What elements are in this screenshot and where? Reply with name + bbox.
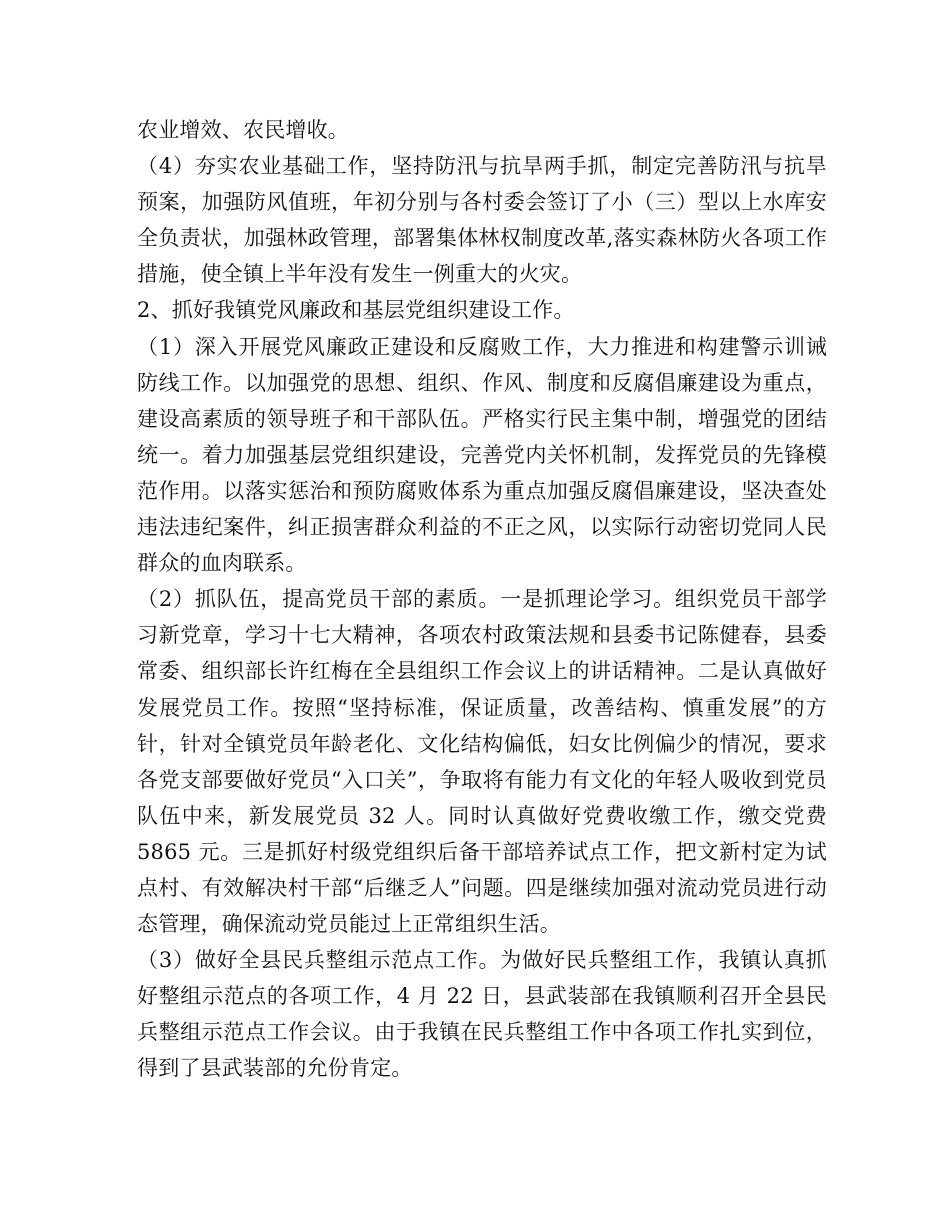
paragraph-agriculture-foundation: （4）夯实农业基础工作，坚持防汛与抗旱两手抓，制定完善防汛与抗旱预案，加强防风值班，年初分别与各村委会签订了小（三）型以上水库安全负责状，加强林政管理，部署集体林权制度改革,落实森林防火各项工作措施，使全镇上半年没有发生一例重大的火灾。 bbox=[137, 154, 827, 287]
paragraph-continuation: 农业增效、农民增收。 bbox=[137, 118, 349, 142]
document-body bbox=[137, 112, 827, 1087]
paragraph-anti-corruption: （1）深入开展党风廉政正建设和反腐败工作，大力推进和构建警示训诫防线工作。以加强党的思想、组织、作风、制度和反腐倡廉建设为重点，建设高素质的领导班子和干部队伍。严格实行民主集中制，增强党的团结统一。着力加强基层党组织建设，完善党内关怀机制，发挥党员的先锋模范作用。以落实惩治和预防腐败体系为重点加强反腐倡廉建设，坚决查处违法违纪案件，纠正损害群众利益的不正之风，以实际行动密切党同人民群众的血肉联系。 bbox=[137, 334, 827, 576]
paragraph-cadre-quality: （2）抓队伍，提高党员干部的素质。一是抓理论学习。组织党员干部学习新党章，学习十七大精神，各项农村政策法规和县委书记陈健春，县委常委、组织部长许红梅在全县组织工作会议上的讲话精神。二是认真做好发展党员工作。按照“坚持标准，保证质量，改善结构、慎重发展”的方针，针对全镇党员年龄老化、文化结构偏低，妇女比例偏少的情况，要求各党支部要做好党员“入口关”，争取将有能力有文化的年轻人吸收到党员队伍中来，新发展党员 32 人。同时认真做好党费收缴工作，缴交党费 5865 元。三是抓好村级党组织后备干部培养试点工作，把文新村定为试点村、有效解决村干部“后继乏人”问题。四是继续加强对流动党员进行动态管理，确保流动党员能过上正常组织生活。 bbox=[137, 587, 827, 937]
section-heading-party-building: 2、抓好我镇党风廉政和基层党组织建设工作。 bbox=[137, 298, 575, 323]
paragraph-militia: （3）做好全县民兵整组示范点工作。为做好民兵整组工作，我镇认真抓好整组示范点的各项工作，4 月 22 日，县武装部在我镇顺利召开全县民兵整组示范点工作会议。由于我镇在民兵整组工作中各项工作扎实到位，得到了县武装部的允份肯定。 bbox=[137, 948, 827, 1081]
